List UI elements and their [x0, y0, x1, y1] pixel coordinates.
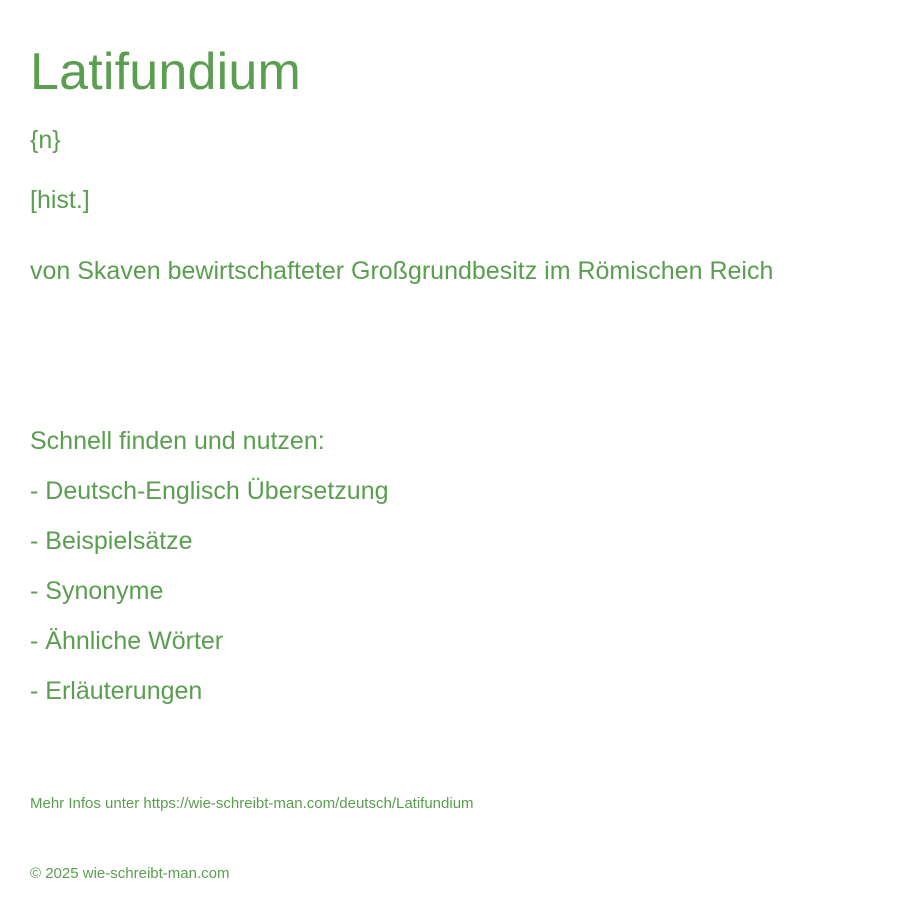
copyright-notice: © 2025 wie-schreibt-man.com [30, 865, 230, 882]
more-info-line [30, 795, 474, 813]
more-info-prefix: Mehr Infos unter [30, 795, 144, 812]
feature-item-example-sentences: - Beispielsätze [30, 527, 193, 555]
page-title: Latifundium [30, 43, 302, 101]
feature-item-similar-words: - Ähnliche Wörter [30, 627, 224, 655]
definition-text: von Skaven bewirtschafteter Großgrundbesitz im Römischen Reich [30, 257, 774, 285]
feature-item-translation: - Deutsch-Englisch Übersetzung [30, 477, 389, 505]
feature-item-synonyms: - Synonyme [30, 577, 164, 605]
usage-register-label: [hist.] [30, 186, 90, 214]
grammatical-gender: {n} [30, 126, 61, 154]
quick-access-heading: Schnell finden und nutzen: [30, 427, 325, 455]
feature-item-explanations: - Erläuterungen [30, 677, 203, 705]
more-info-link[interactable]: https://wie-schreibt-man.com/deutsch/Latifundium [143, 795, 474, 812]
